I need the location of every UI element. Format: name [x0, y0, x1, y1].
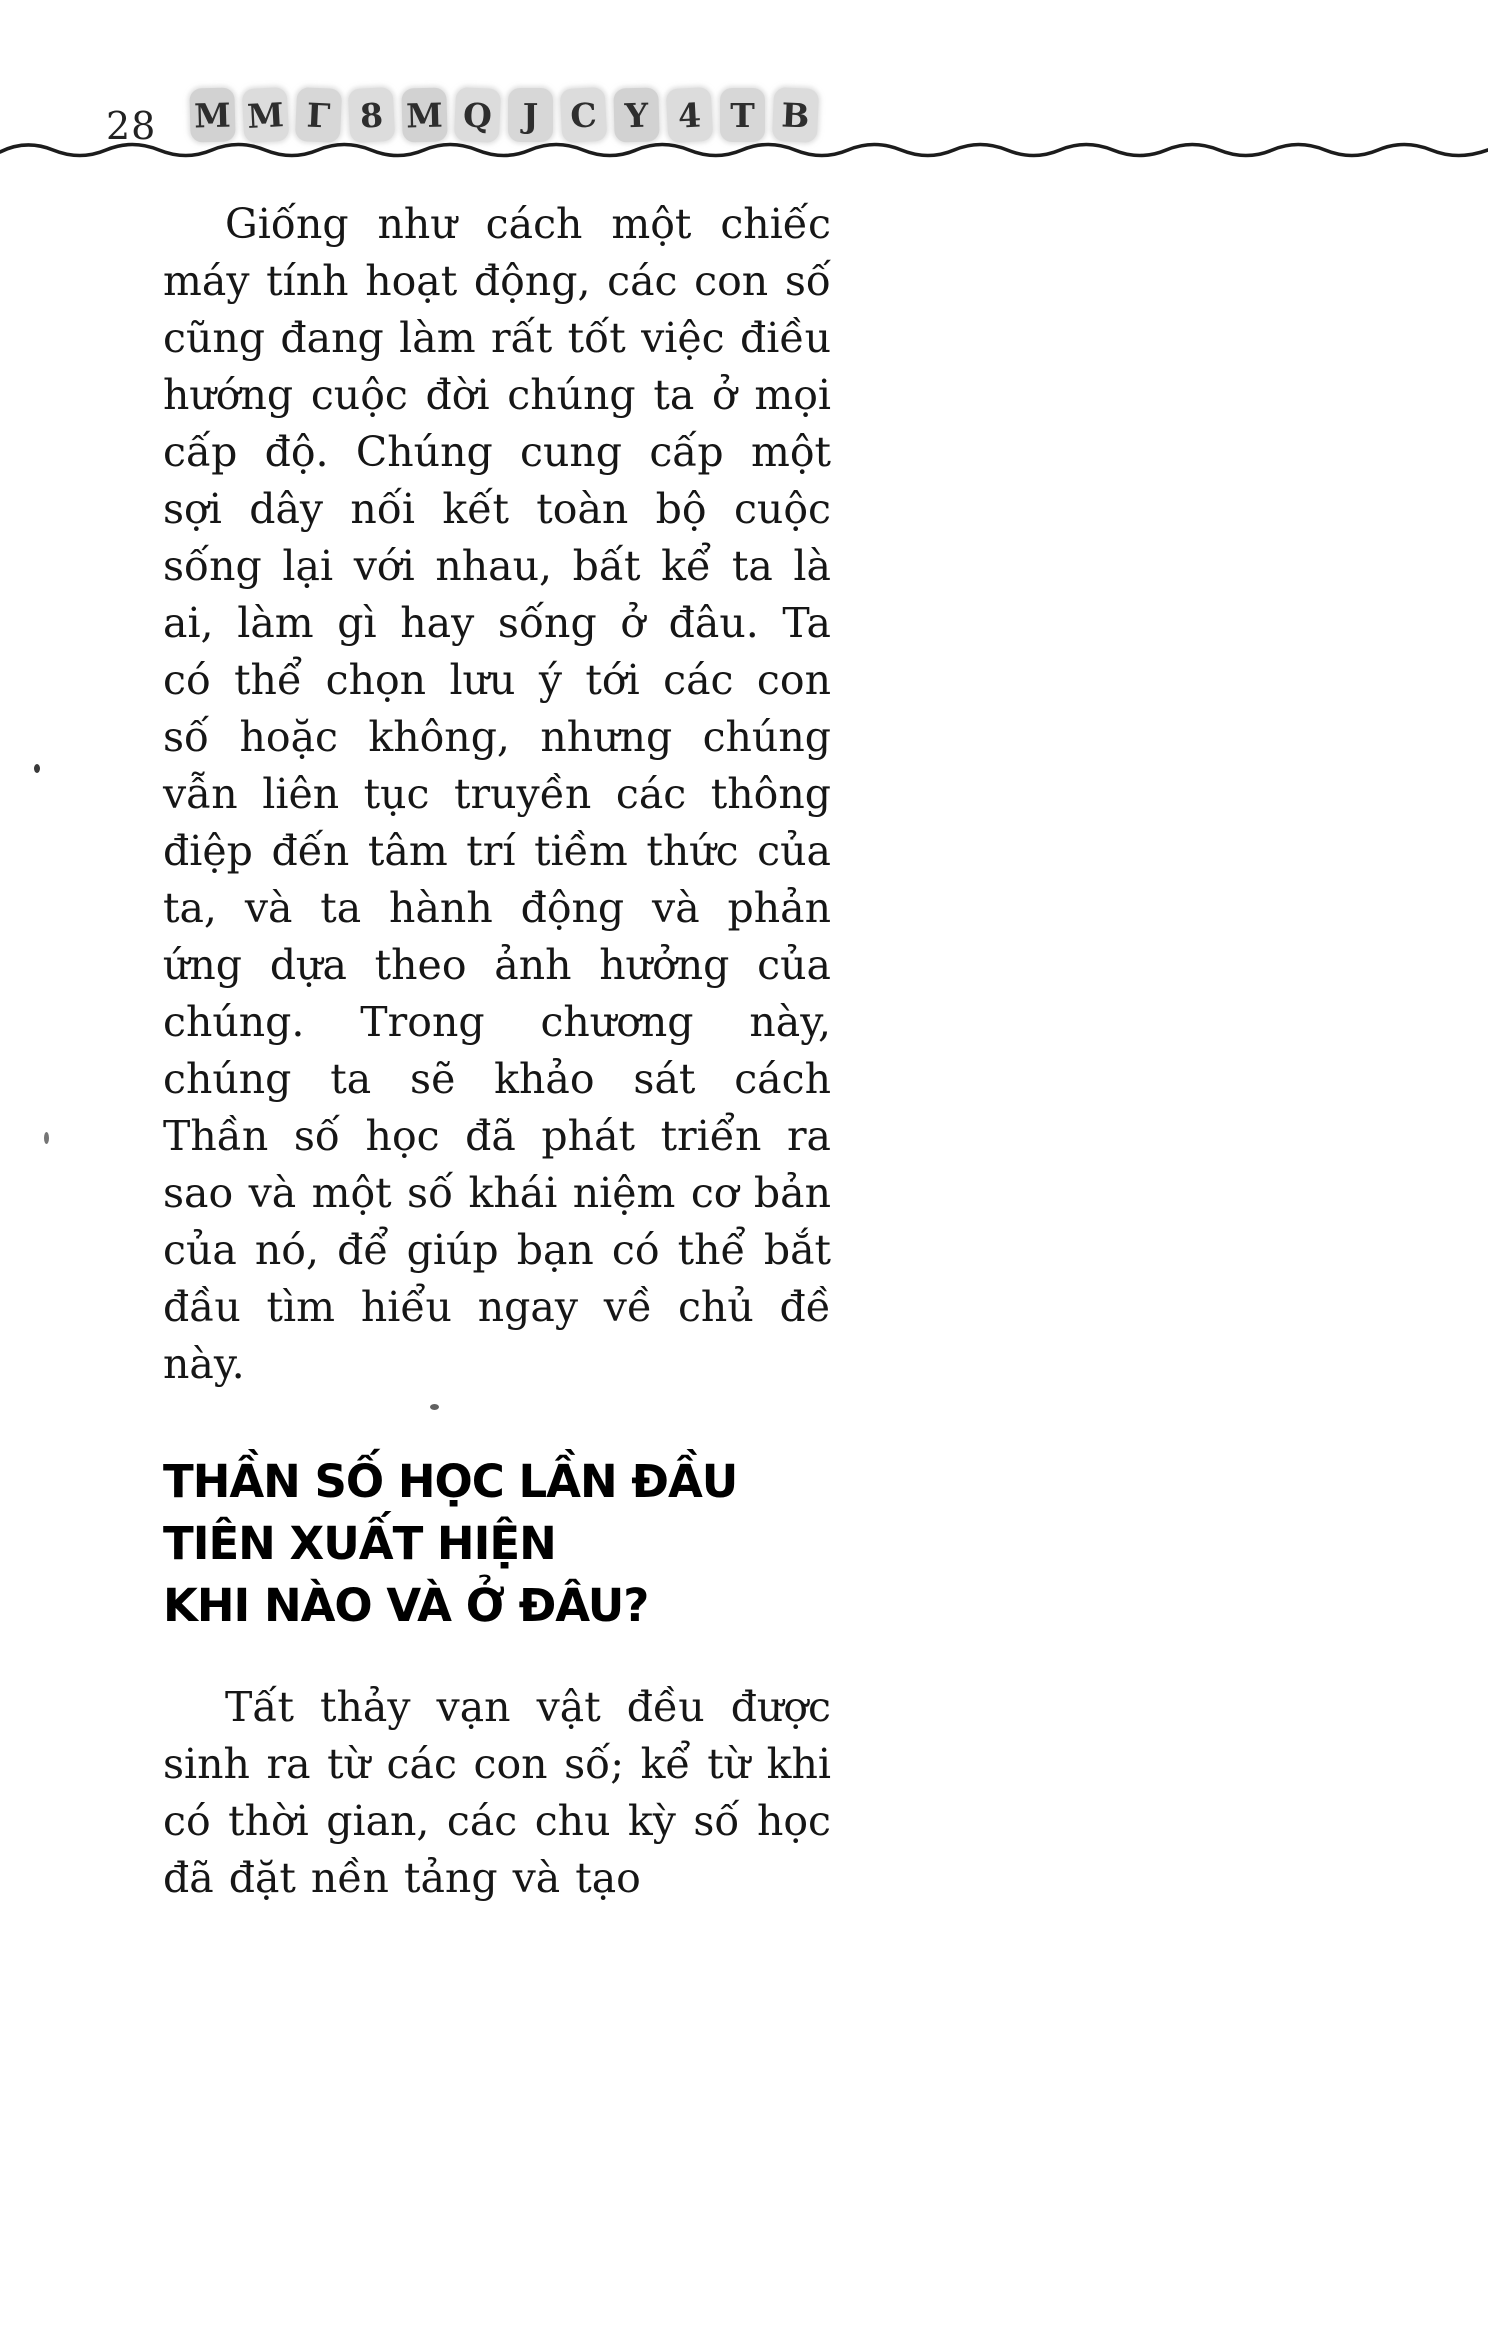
- rune-stamp-icon: Y: [613, 87, 659, 142]
- scan-artifact: [44, 1132, 49, 1144]
- rune-stamp-icon: M: [242, 87, 290, 143]
- body-paragraph-2: Tất thảy vạn vật đều được sinh ra từ các con số; kể từ khi có thời gian, các chu kỳ số học đã đặt nền tảng và tạo: [163, 1683, 831, 1902]
- rune-stamp-icon: T: [720, 88, 765, 142]
- rune-stamp-icon: Q: [454, 87, 501, 143]
- rune-stamp-icon: M: [189, 87, 235, 142]
- rune-stamp-icon: C: [560, 87, 608, 143]
- rune-stamp-icon: M: [401, 87, 447, 142]
- scan-artifact: [430, 1404, 439, 1410]
- section-heading: [163, 1451, 831, 1637]
- text-column: [163, 196, 831, 1907]
- section-heading-line-2: KHI NÀO VÀ Ở ĐÂU?: [163, 1579, 649, 1632]
- wavy-divider-line: [0, 136, 1488, 170]
- rune-stamp-icon: Γ: [295, 87, 342, 143]
- page-number: 28: [106, 104, 157, 148]
- rune-stamp-icon: 8: [348, 87, 396, 143]
- rune-header-band: [190, 88, 818, 142]
- rune-stamp-icon: 4: [666, 87, 714, 143]
- rune-stamp-icon: B: [772, 87, 819, 143]
- section-heading-line-1: THẦN SỐ HỌC LẦN ĐẦU TIÊN XUẤT HIỆN: [163, 1455, 738, 1570]
- scan-artifact: [34, 764, 40, 773]
- rune-stamp-icon: J: [508, 88, 553, 142]
- body-paragraph-1: Giống như cách một chiếc máy tính hoạt động, các con số cũng đang làm rất tốt việc điều hướng cuộc đời chúng ta ở mọi cấp độ. Chúng cung cấp một sợi dây nối kết toàn bộ cuộc sống lại với nhau, bất kể ta là ai, làm gì hay sống ở đâu. Ta có thể chọn lưu ý tới các con số hoặc không, nhưng chúng vẫn liên tục truyền các thông điệp đến tâm trí tiềm thức của ta, và ta hành động và phản ứng dựa theo ảnh hưởng của chúng. Trong chương này, chúng ta sẽ khảo sát cách Thần số học đã phát triển ra sao và một số khái niệm cơ bản của nó, để giúp bạn có thể bắt đầu tìm hiểu ngay về chủ đề này.: [163, 200, 831, 1388]
